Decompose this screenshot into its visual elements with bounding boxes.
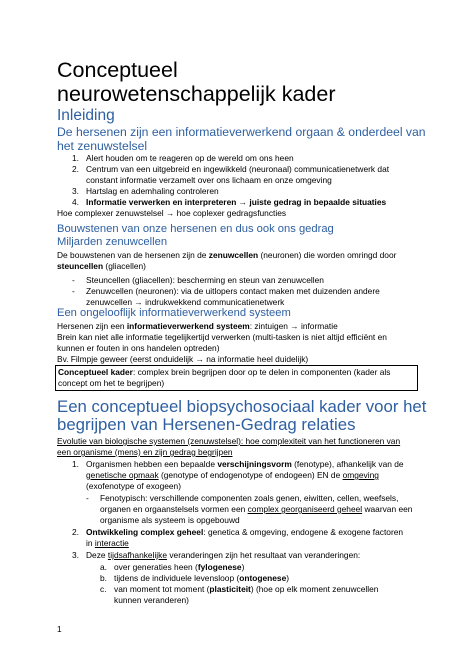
list-item: Hartslag en ademhaling controleren [86, 186, 219, 196]
list-item: Centrum van een uitgebreid en ingewikkeld (neuronaal) communicatienetwerk dat [86, 164, 390, 174]
sublist-item: over generaties heen (fylogenese) [114, 562, 245, 572]
list-number: 2. [72, 164, 79, 174]
sublist-item-continued: kunnen veranderen) [114, 595, 189, 605]
sublist-item: van moment tot moment (plasticiteit) (hoe op elk moment zenuwcellen [114, 584, 379, 594]
arrow-icon: → [165, 208, 175, 218]
list-number: 3. [72, 186, 79, 196]
list-number: 4. [72, 197, 79, 207]
list-item: Fenotypisch: verschillende componenten zoals genen, eiwitten, cellen, weefsels, [100, 493, 399, 503]
list-number: 1. [72, 459, 79, 469]
list-item-continued: in interactie [86, 538, 129, 548]
section-heading-inleiding: Inleiding [57, 107, 115, 124]
arrow-icon: → [195, 354, 204, 364]
sublist-letter: b. [100, 573, 107, 583]
subheading-hersenen-l1: De hersenen zijn een informatieverwerkend orgaan & onderdeel van [57, 125, 426, 139]
document-title-line1: Conceptueel [57, 58, 178, 82]
sublist-letter: a. [100, 562, 107, 572]
list-item: Ontwikkeling complex geheel: genetica & omgeving, endogene & exogene factoren [86, 527, 404, 537]
sublist-letter: c. [100, 584, 107, 594]
list-item-continued: genetische opmaak (genotype of endogenotype of endogeen) EN de omgeving [86, 470, 379, 480]
list-number: 2. [72, 527, 79, 537]
section-heading-biopsychosociaal-l2: begrijpen van Hersenen-Gedrag relaties [57, 415, 356, 434]
paragraph: Hersenen zijn een informatieverwerkend systeem: zintuigen → informatie [57, 321, 338, 331]
subheading-zenuwcellen: Miljarden zenuwcellen [57, 236, 168, 248]
list-item: Organismen hebben een bepaalde verschijningsvorm (fenotype), afhankelijk van de [86, 459, 404, 469]
bold-text: juiste gedrag in bepaalde situaties [249, 197, 387, 207]
definition-text-continued: concept om het te begrijpen) [58, 378, 165, 388]
paragraph: Evolutie van biologische systemen (zenuwstelsel): hoe complexiteit van het functioneren van [57, 436, 401, 446]
document-title-line2: neurowetenschappelijk kader [57, 82, 336, 106]
subheading-hersenen-l2: het zenuwstelsel [57, 139, 148, 153]
paragraph-continued: kunnen er fouten in ons handelen optreden) [57, 343, 220, 353]
list-item-continued: zenuwcellen → indrukwekkend communicatienetwerk [86, 297, 285, 307]
list-item [86, 197, 386, 207]
arrow-icon: → [290, 321, 299, 331]
section-heading-bouwstenen: Bouwstenen van onze hersenen en dus ook ons gedrag [57, 223, 334, 235]
page-number: 1 [57, 624, 62, 634]
list-item: Alert houden om te reageren op de wereld om ons heen [86, 153, 294, 163]
paragraph-continued: een organisme (mens) en zijn gedrag begrijpen [57, 447, 233, 457]
bullet-dash: - [72, 286, 75, 296]
subheading-informatieverwerkend: Een ongelooflijk informatieverwerkend systeem [57, 307, 291, 319]
section-heading-biopsychosociaal-l1: Een conceptueel biopsychosociaal kader voor het [57, 397, 427, 416]
list-item-continued: constant informatie verzamelt over ons lichaam en onze omgeving [86, 175, 332, 185]
list-item-continued: (exofenotype of exogeen) [86, 481, 181, 491]
paragraph: Brein kan niet alle informatie tegelijkertijd verwerken (multi-tasken is niet altijd efficiënt en [57, 332, 387, 342]
list-number: 3. [72, 550, 79, 560]
bold-text: Informatie verwerken en interpreteren [86, 197, 237, 207]
arrow-icon: → [238, 197, 248, 207]
list-item: Steuncellen (gliacellen): bescherming en steun van zenuwcellen [86, 275, 324, 285]
list-number: 1. [72, 153, 79, 163]
definition-text: Conceptueel kader: complex brein begrijpen door op te delen in componenten (kader als [58, 367, 391, 377]
paragraph: De bouwstenen van de hersenen zijn de zenuwcellen (neuronen) die worden omringd door [57, 250, 397, 260]
list-item-continued: organen en orgaanstelsels vormen een complex georganiseerd geheel waarvan een [100, 504, 413, 514]
list-item: Deze tijdsafhankelijke veranderingen zijn het resultaat van veranderingen: [86, 550, 361, 560]
arrow-icon: → [134, 297, 143, 307]
paragraph: Hoe complexer zenuwstelsel → hoe coplexer gedragsfuncties [57, 208, 287, 218]
paragraph: Bv. Filmpje geweer (eerst onduidelijk → na informatie heel duidelijk) [57, 354, 309, 364]
list-item-continued: organisme als systeem is opgebouwd [100, 515, 240, 525]
list-item: Zenuwcellen (neuronen): via de uitlopers contact maken met duizenden andere [86, 286, 380, 296]
paragraph-continued: steuncellen (gliacellen) [57, 261, 146, 271]
sublist-item: tijdens de individuele levensloop (ontogenese) [114, 573, 290, 583]
bullet-dash: - [86, 493, 89, 503]
bullet-dash: - [72, 275, 75, 285]
